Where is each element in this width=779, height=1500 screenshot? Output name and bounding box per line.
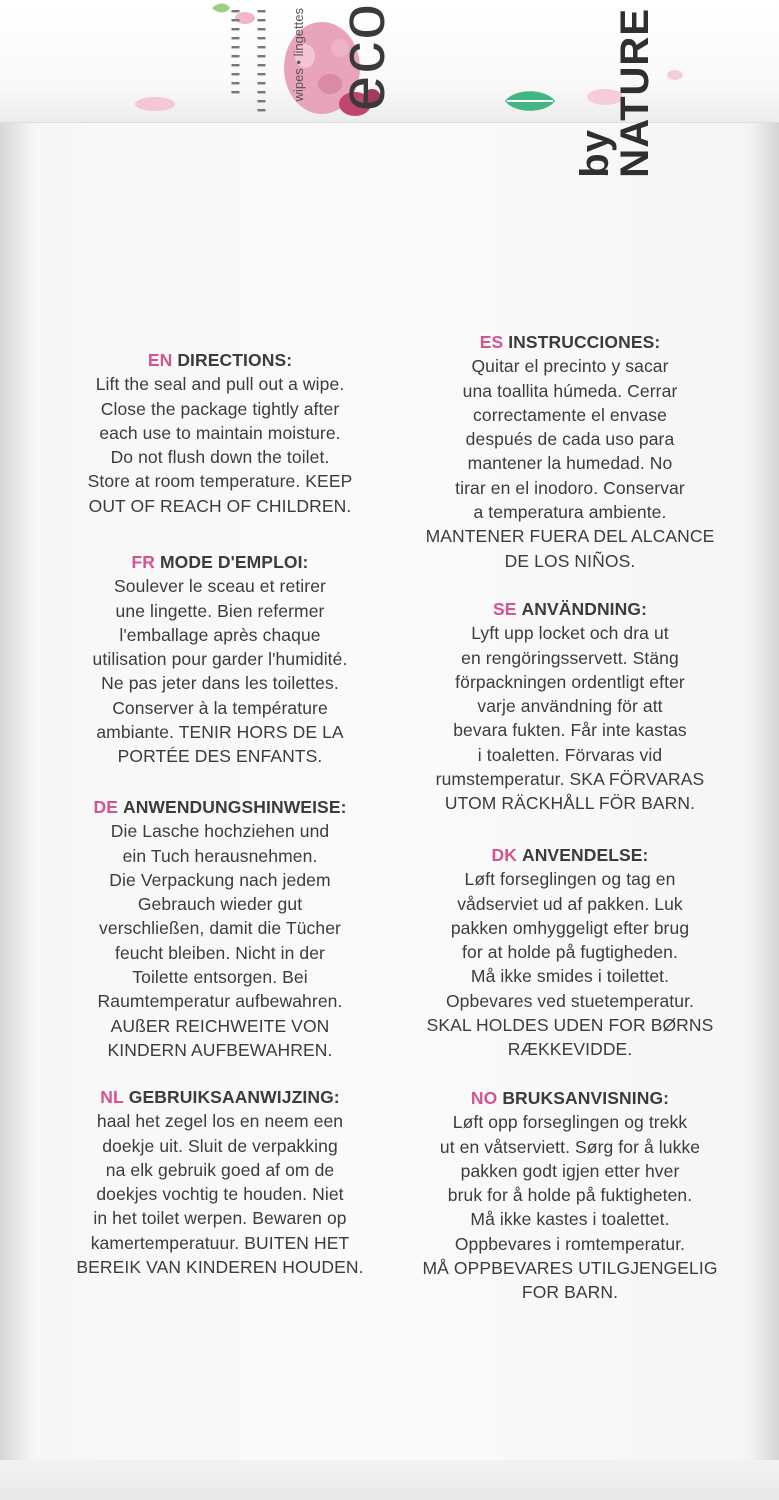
section-heading — [395, 843, 745, 867]
section-body: Soulever le sceau et retirer une lingette. Bien refermer l'emballage après chaque utilisation pour garder l'humidité. Ne pas jeter dans les toilettes. Conserver à la température ambiante. TENIR HORS DE LA PORTÉE DES ENFANTS. — [92, 576, 348, 767]
right-crease — [753, 0, 779, 1500]
section-se — [395, 597, 745, 816]
section-body: Die Lasche hochziehen und ein Tuch herausnehmen. Die Verpackung nach jedem Gebrauch wieder gut verschließen, damit die Tücher feucht bleiben. Nicht in der Toilette entsorgen. Bei Raumtemperatur aufbewahren. AUßER REICHWEITE VON KINDERN AUFBEWAHREN. — [97, 821, 343, 1060]
section-title: DIRECTIONS: — [177, 350, 293, 370]
left-crease — [0, 0, 30, 1500]
section-heading — [35, 550, 405, 574]
flap-small-print-2 — [258, 8, 266, 116]
section-body: Lyft upp locket och dra ut en rengöringsservett. Stäng förpackningen ordentligt efter varje användning för att bevara fukten. Får inte kastas i toaletten. Förvaras vid rumstemperatur. SKA FÖRVARAS UTOM RÄCKHÅLL FÖR BARN. — [435, 623, 705, 814]
language-code: NO — [470, 1088, 498, 1108]
language-code: EN — [147, 350, 173, 370]
small-print-line: ▬▬▬▬▬▬▬▬▬▬ — [231, 8, 240, 98]
section-heading — [395, 597, 745, 621]
section-no — [395, 1086, 745, 1305]
language-code: FR — [131, 552, 156, 572]
brand-maker-text: by NATURE — [573, 7, 657, 178]
section-heading — [395, 330, 745, 354]
brand-logo-text: eco — [326, 2, 398, 112]
section-title: MODE D'EMPLOI: — [160, 552, 309, 572]
section-body: Quitar el precinto y sacar una toallita húmeda. Cerrar correctamente el envase después de cada uso para mantener la humedad. No tirar en el inodoro. Conservar a temperatura ambiente. MANTENER FUERA DEL ALCANCE DE LOS NIÑOS. — [425, 356, 715, 571]
leaf-shape-2 — [212, 4, 230, 13]
language-code: DK — [491, 845, 517, 865]
language-code: NL — [100, 1087, 124, 1107]
section-dk — [395, 843, 745, 1062]
section-de — [35, 795, 405, 1062]
section-fr — [35, 550, 405, 769]
section-title: ANVÄNDNING: — [521, 599, 648, 619]
section-title: ANWENDUNGSHINWEISE: — [122, 797, 347, 817]
brand-subtitle: wipes • lingettes — [291, 8, 306, 102]
section-title: INSTRUCCIONES: — [508, 332, 661, 352]
section-body: Lift the seal and pull out a wipe. Close the package tightly after each use to maintain moisture. Do not flush down the toilet. Store at room temperature. KEEP OUT OF REACH OF CHILDREN. — [87, 374, 353, 516]
top-flap — [0, 0, 779, 178]
section-en — [35, 348, 405, 518]
language-code: SE — [492, 599, 517, 619]
section-body: haal het zegel los en neem een doekje uit. Sluit de verpakking na elk gebruik goed af om de doekjes vochtig te houden. Niet in het toilet werpen. Bewaren op kamertemperatuur. BUITEN HET BEREIK VAN KINDEREN HOUDEN. — [76, 1111, 364, 1278]
section-title: GEBRUIKSAANWIJZING: — [128, 1087, 340, 1107]
section-heading — [395, 1086, 745, 1110]
section-body: Løft forseglingen og tag en vådserviet ud af pakken. Luk pakken omhyggeligt efter brug for at holde på fugtigheden. Må ikke smides i toilettet. Opbevares ved stuetemperatur. SKAL HOLDES UDEN FOR BØRNS RÆKKEVIDDE. — [426, 869, 714, 1060]
section-heading — [35, 1085, 405, 1109]
bottom-seam — [0, 1460, 779, 1500]
section-body: Løft opp forseglingen og trekk ut en våtserviett. Sørg for å lukke pakken godt igjen etter hver bruk for å holde på fuktigheten. Må ikke kastes i toalettet. Oppbevares i romtemperatur. MÅ OPPBEVARES UTILGJENGELIG FOR BARN. — [422, 1112, 718, 1303]
section-heading — [35, 795, 405, 819]
section-nl — [35, 1085, 405, 1279]
section-heading — [35, 348, 405, 372]
small-print-line: ▬▬▬▬▬▬▬▬▬▬▬▬ — [257, 8, 266, 116]
section-title: BRUKSANVISNING: — [502, 1088, 670, 1108]
language-code: ES — [479, 332, 504, 352]
section-es — [395, 330, 745, 573]
section-title: ANVENDELSE: — [521, 845, 649, 865]
language-code: DE — [93, 797, 118, 817]
decor-dot-1 — [135, 97, 175, 111]
decor-dot-3 — [667, 70, 683, 80]
flap-small-print-1 — [232, 8, 240, 98]
